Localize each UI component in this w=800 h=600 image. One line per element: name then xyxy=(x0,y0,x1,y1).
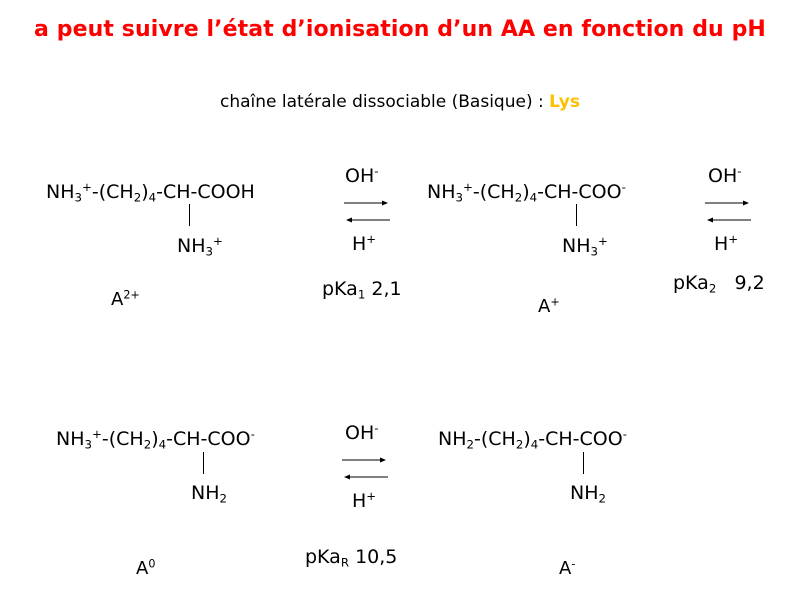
r1-equilibrium-arrows xyxy=(344,196,390,226)
formula-fragment: 4 xyxy=(148,190,157,205)
formula-fragment: -(CH xyxy=(101,428,144,450)
formula-fragment: 4 xyxy=(530,437,539,452)
r1-pka xyxy=(322,278,402,300)
formula-fragment: + xyxy=(92,426,102,441)
formula-fragment: -(CH xyxy=(474,428,516,450)
r2-reagent-bottom xyxy=(714,233,738,255)
formula-fragment: NH xyxy=(570,482,599,504)
r1-right-alpha-amine xyxy=(562,235,608,257)
formula-fragment: -(CH xyxy=(91,181,134,203)
formula-fragment: H xyxy=(352,490,367,512)
formula-fragment: -CH-COO xyxy=(537,181,622,203)
formula-fragment: - xyxy=(374,163,379,178)
formula-fragment: - xyxy=(621,179,626,194)
r1-right-bond xyxy=(576,204,577,226)
formula-fragment: H xyxy=(352,233,367,255)
amino-acid-name: Lys xyxy=(549,92,581,112)
formula-fragment: + xyxy=(213,233,223,248)
formula-fragment: ) xyxy=(151,428,159,450)
formula-fragment: + xyxy=(550,295,560,309)
formula-fragment: + xyxy=(366,231,377,246)
formula-fragment: NH xyxy=(191,482,220,504)
r2-reagent-top xyxy=(708,165,742,187)
formula-fragment: -(CH xyxy=(472,181,515,203)
formula-fragment: - xyxy=(737,163,742,178)
formula-fragment: OH xyxy=(345,165,375,187)
r1-left-alpha-amine xyxy=(177,235,223,257)
formula-fragment: -CH-COO xyxy=(166,428,251,450)
r1-right-species-label xyxy=(538,296,560,317)
formula-fragment: - xyxy=(250,426,255,441)
r3-left-formula xyxy=(56,428,255,450)
formula-fragment: 2 xyxy=(133,190,142,205)
formula-fragment: 2 xyxy=(598,491,606,506)
r1-left-formula xyxy=(46,181,255,203)
formula-fragment: ) xyxy=(522,181,530,203)
formula-fragment: + xyxy=(366,488,377,503)
formula-fragment: 10,5 xyxy=(349,546,398,568)
formula-fragment: 3 xyxy=(205,244,213,259)
r3-equilibrium-arrows xyxy=(342,453,388,483)
formula-fragment: NH xyxy=(562,235,591,257)
formula-fragment: 2 xyxy=(143,437,152,452)
formula-fragment: NH xyxy=(177,235,206,257)
formula-fragment: + xyxy=(728,231,739,246)
subtitle-text: chaîne latérale dissociable (Basique) : xyxy=(219,92,550,112)
r3-left-alpha-amine xyxy=(191,482,227,504)
formula-fragment: + xyxy=(82,179,92,194)
r1-left-bond xyxy=(189,204,190,226)
formula-fragment: pKa xyxy=(322,278,358,300)
r1-reagent-top xyxy=(345,165,379,187)
formula-fragment: 2+ xyxy=(123,288,140,302)
r3-right-bond xyxy=(583,452,584,474)
formula-fragment: NH xyxy=(46,181,75,203)
r3-reagent-top xyxy=(345,422,379,444)
formula-fragment: 9,2 xyxy=(716,272,765,294)
formula-fragment: + xyxy=(463,179,473,194)
r3-right-formula xyxy=(438,428,627,450)
formula-fragment: OH xyxy=(708,165,738,187)
formula-fragment: 4 xyxy=(158,437,167,452)
formula-fragment: NH xyxy=(56,428,85,450)
formula-fragment: 3 xyxy=(84,437,92,452)
formula-fragment: ) xyxy=(523,428,531,450)
formula-fragment: - xyxy=(374,420,379,435)
r3-reagent-bottom xyxy=(352,490,376,512)
formula-fragment: ) xyxy=(141,181,149,203)
r1-left-species-label xyxy=(111,289,140,310)
r1-reagent-bottom xyxy=(352,233,376,255)
formula-fragment: 3 xyxy=(590,244,598,259)
r3-left-bond xyxy=(203,452,204,474)
formula-fragment: -CH-COOH xyxy=(156,181,255,203)
formula-fragment: 2,1 xyxy=(365,278,402,300)
formula-fragment: pKa xyxy=(673,272,709,294)
r3-right-species-label xyxy=(559,558,575,579)
formula-fragment: pKa xyxy=(305,546,341,568)
r2-pka xyxy=(673,272,765,294)
formula-fragment: 3 xyxy=(74,190,82,205)
formula-fragment: 2 xyxy=(514,190,523,205)
formula-fragment: 2 xyxy=(219,491,227,506)
formula-fragment: 1 xyxy=(357,287,366,302)
formula-fragment: A xyxy=(559,558,572,579)
formula-fragment: -CH-COO xyxy=(538,428,623,450)
formula-fragment: 2 xyxy=(708,281,717,296)
formula-fragment: - xyxy=(571,557,576,571)
r3-pka xyxy=(305,546,397,568)
formula-fragment: 4 xyxy=(529,190,538,205)
r1-right-formula xyxy=(427,181,626,203)
formula-fragment: - xyxy=(622,426,627,441)
r3-right-alpha-amine xyxy=(570,482,606,504)
formula-fragment: 2 xyxy=(515,437,524,452)
formula-fragment: A xyxy=(111,289,124,310)
formula-fragment: 2 xyxy=(466,437,474,452)
formula-fragment: 3 xyxy=(455,190,463,205)
formula-fragment: 0 xyxy=(148,557,156,571)
r2-equilibrium-arrows xyxy=(705,196,751,226)
formula-fragment: NH xyxy=(427,181,456,203)
formula-fragment: + xyxy=(598,233,608,248)
formula-fragment: H xyxy=(714,233,729,255)
formula-fragment: A xyxy=(538,296,551,317)
slide-subtitle xyxy=(0,92,800,112)
formula-fragment: R xyxy=(340,555,350,570)
formula-fragment: OH xyxy=(345,422,375,444)
formula-fragment: A xyxy=(136,558,149,579)
r3-left-species-label xyxy=(136,558,155,579)
slide-title: a peut suivre l’état d’ionisation d’un AA en fonction du pH xyxy=(34,17,766,42)
formula-fragment: NH xyxy=(438,428,467,450)
